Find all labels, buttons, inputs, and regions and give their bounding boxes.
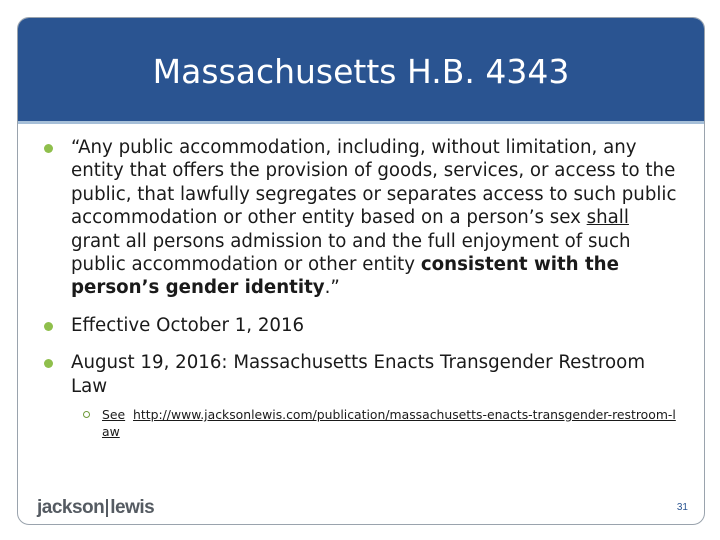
slide-title: Massachusetts H.B. 4343 bbox=[152, 52, 570, 91]
enacted-text: August 19, 2016: Massachusetts Enacts Transgender Restroom Law bbox=[71, 352, 646, 397]
bullet-dot-icon bbox=[44, 359, 53, 368]
title-bar bbox=[18, 18, 704, 124]
slide-content bbox=[18, 136, 704, 440]
bullet-enacted bbox=[18, 351, 704, 398]
jackson-lewis-logo bbox=[37, 497, 154, 519]
quote-text-3: .” bbox=[324, 277, 340, 299]
sub-bullet-ring-icon bbox=[83, 411, 90, 418]
bullet-dot-icon bbox=[44, 144, 53, 153]
article-link[interactable]: http://www.jacksonlewis.com/publication/massachusetts-enacts-transgender-restroom-law bbox=[102, 407, 676, 440]
bullet-dot-icon bbox=[44, 322, 53, 331]
page-number: 31 bbox=[676, 502, 688, 513]
logo-text-left: jackson bbox=[37, 497, 105, 518]
bullet-quote bbox=[18, 136, 704, 300]
see-label: See bbox=[102, 407, 126, 423]
quote-text-1: “Any public accommodation, including, without limitation, any entity that offers the provision of goods, services, or access to the public, that lawfully segregates or separates access to such public accommodation or other entity based on a person’s sex bbox=[71, 137, 677, 229]
quote-text-2: grant all persons admission to and the full enjoyment of such public accommodation or other entity bbox=[71, 230, 631, 276]
logo-separator bbox=[106, 499, 108, 517]
effective-date-text: Effective October 1, 2016 bbox=[71, 314, 305, 336]
quote-underlined-word: shall bbox=[586, 207, 629, 229]
slide-frame bbox=[17, 17, 705, 525]
quote-bold-text: consistent with the person’s gender identity bbox=[71, 254, 619, 299]
sub-bullet-see bbox=[18, 406, 704, 440]
bullet-effective-date bbox=[18, 314, 704, 337]
logo-text-right: lewis bbox=[110, 497, 155, 518]
